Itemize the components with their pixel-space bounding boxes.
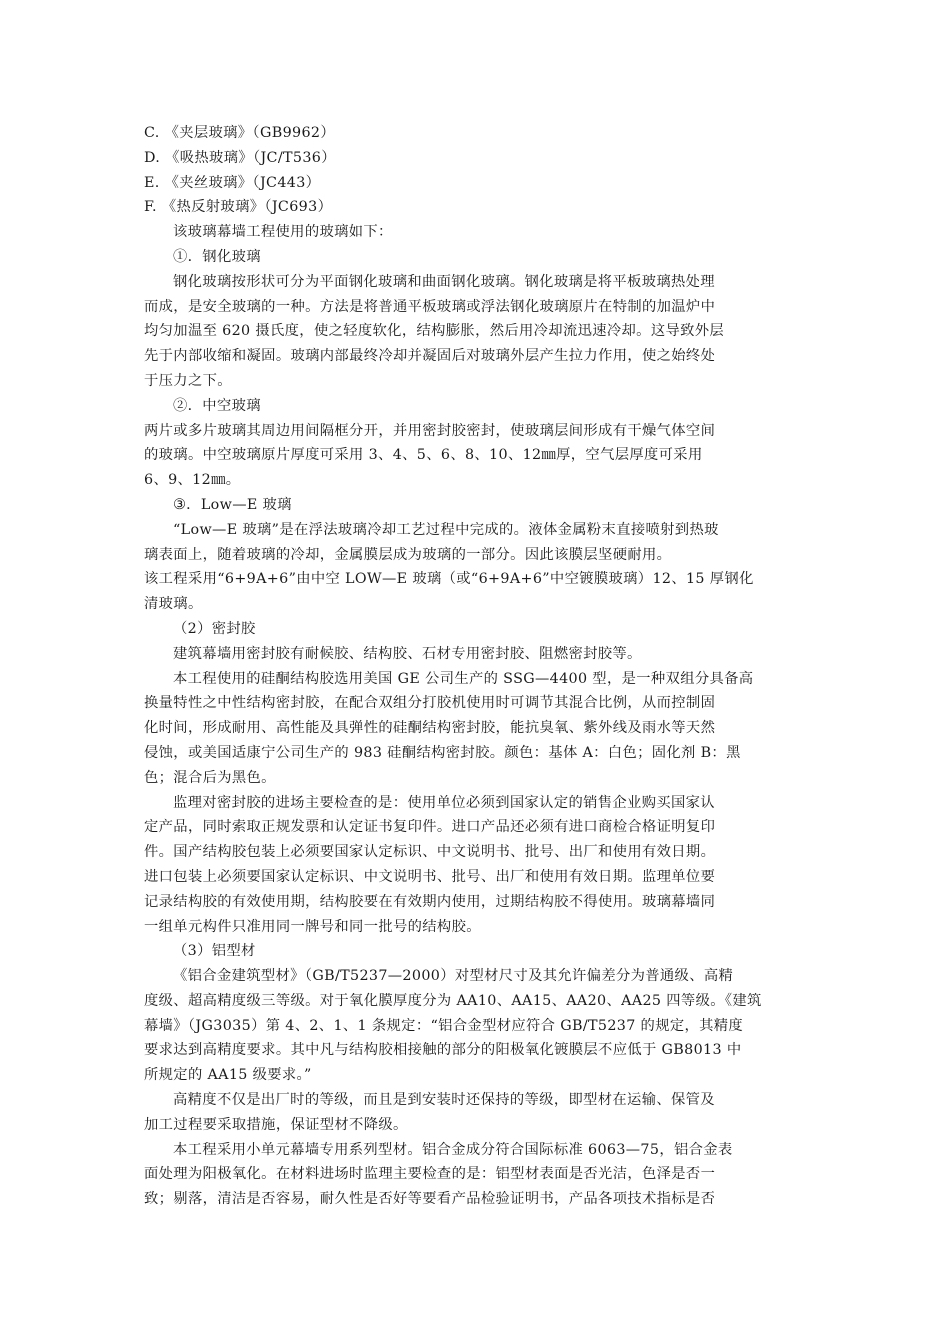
text-line: “Low—E 玻璃”是在浮法玻璃冷却工艺过程中完成的。液体金属粉末直接喷射到热玻 bbox=[173, 521, 719, 538]
text-line: 进口包装上必须要国家认定标识、中文说明书、批号、出厂和使用有效日期。监理单位要 bbox=[144, 868, 716, 885]
text-line: 先于内部收缩和凝固。玻璃内部最终冷却并凝固后对玻璃外层产生拉力作用，使之始终处 bbox=[144, 348, 716, 365]
text-line: 清玻璃。 bbox=[144, 596, 203, 613]
text-line: （2）密封胶 bbox=[173, 620, 256, 637]
document-body bbox=[144, 121, 812, 1212]
text-line: 度级、超高精度级三等级。对于氧化膜厚度分为 AA10、AA15、AA20、AA25 四等级。《建筑 bbox=[144, 992, 762, 1009]
text-line: 记录结构胶的有效使用期，结构胶要在有效期内使用，过期结构胶不得使用。玻璃幕墙同 bbox=[144, 893, 716, 910]
text-line: 本工程使用的硅酮结构胶选用美国 GE 公司生产的 SSG—4400 型，是一种双组分具备高 bbox=[173, 670, 754, 687]
text-line: 幕墙》（JG3035）第 4、2、1、1 条规定：“铝合金型材应符合 GB/T5237 的规定，其精度 bbox=[144, 1017, 744, 1034]
text-line: ②．中空玻璃 bbox=[173, 397, 261, 414]
text-line: D. 《吸热玻璃》（JC/T536） bbox=[144, 149, 336, 166]
text-line: 换量特性之中性结构密封胶，在配合双组分打胶机使用时可调节其混合比例，从而控制固 bbox=[144, 695, 716, 712]
text-line: 《铝合金建筑型材》（GB/T5237—2000）对型材尺寸及其允许偏差分为普通级、高精 bbox=[173, 968, 734, 985]
text-line: 要求达到高精度要求。其中凡与结构胶相接触的部分的阳极氧化镀膜层不应低于 GB8013 中 bbox=[144, 1042, 742, 1059]
text-line: ③．Low—E 玻璃 bbox=[173, 496, 292, 513]
text-line: 钢化玻璃按形状可分为平面钢化玻璃和曲面钢化玻璃。钢化玻璃是将平板玻璃热处理 bbox=[173, 273, 715, 290]
text-line: 而成，是安全玻璃的一种。方法是将普通平板玻璃或浮法钢化玻璃原片在特制的加温炉中 bbox=[144, 298, 716, 315]
text-line: ①．钢化玻璃 bbox=[173, 248, 261, 265]
text-line: 色；混合后为黑色。 bbox=[144, 769, 276, 786]
text-line: 该工程采用“6+9A+6”由中空 LOW—E 玻璃（或“6+9A+6”中空镀膜玻璃）12、15 厚钢化 bbox=[144, 571, 754, 588]
text-line: 面处理为阳极氧化。在材料进场时监理主要检查的是：铝型材表面是否光洁，色泽是否一 bbox=[144, 1166, 716, 1183]
text-line: 两片或多片玻璃其周边用间隔框分开，并用密封胶密封，使玻璃层间形成有干燥气体空间 bbox=[144, 422, 716, 439]
text-line: 加工过程要采取措施，保证型材不降级。 bbox=[144, 1116, 408, 1133]
text-line: 于压力之下。 bbox=[144, 372, 232, 389]
text-line: C. 《夹层玻璃》（GB9962） bbox=[144, 125, 336, 141]
text-line: 致；剔落，清洁是否容易，耐久性是否好等要看产品检验证明书，产品各项技术指标是否 bbox=[144, 1191, 716, 1208]
text-line: 化时间，形成耐用、高性能及具弹性的硅酮结构密封胶，能抗臭氧、紫外线及雨水等天然 bbox=[144, 720, 716, 737]
text-line: 所规定的 AA15 级要求。” bbox=[144, 1067, 312, 1084]
text-line: 高精度不仅是出厂时的等级，而且是到安装时还保持的等级，即型材在运输、保管及 bbox=[173, 1092, 715, 1109]
text-line: 侵蚀，或美国适康宁公司生产的 983 硅酮结构密封胶。颜色：基体 A：白色；固化剂 B：黑 bbox=[144, 744, 741, 761]
text-line: 一组单元构件只准用同一牌号和同一批号的结构胶。 bbox=[144, 918, 481, 935]
text-line: 均匀加温至 620 摄氏度，使之轻度软化，结构膨胀，然后用冷却流迅速冷却。这导致外层 bbox=[144, 323, 725, 340]
text-line: 建筑幕墙用密封胶有耐候胶、结构胶、石材专用密封胶、阻燃密封胶等。 bbox=[173, 645, 642, 662]
text-line: 定产品，同时索取正规发票和认定证书复印件。进口产品还必须有进口商检合格证明复印 bbox=[144, 819, 716, 836]
text-line: F. 《热反射玻璃》（JC693） bbox=[144, 199, 333, 216]
text-line: 本工程采用小单元幕墙专用系列型材。铝合金成分符合国际标准 6063—75，铝合金表 bbox=[173, 1141, 733, 1158]
text-line: E. 《夹丝玻璃》（JC443） bbox=[144, 174, 321, 191]
text-line: 监理对密封胶的进场主要检查的是：使用单位必须到国家认定的销售企业购买国家认 bbox=[173, 794, 715, 811]
text-line: 该玻璃幕墙工程使用的玻璃如下： bbox=[173, 224, 393, 241]
text-line: 的玻璃。中空玻璃原片厚度可采用 3、4、5、6、8、10、12㎜厚，空气层厚度可采用 bbox=[144, 447, 703, 464]
text-line: 璃表面上，随着玻璃的冷却，金属膜层成为玻璃的一部分。因此该膜层坚硬耐用。 bbox=[144, 546, 672, 563]
text-line: 件。国产结构胶包装上必须要国家认定标识、中文说明书、批号、出厂和使用有效日期。 bbox=[144, 844, 716, 861]
text-line: （3）铝型材 bbox=[173, 943, 256, 960]
text-line: 6、9、12㎜。 bbox=[144, 472, 241, 489]
